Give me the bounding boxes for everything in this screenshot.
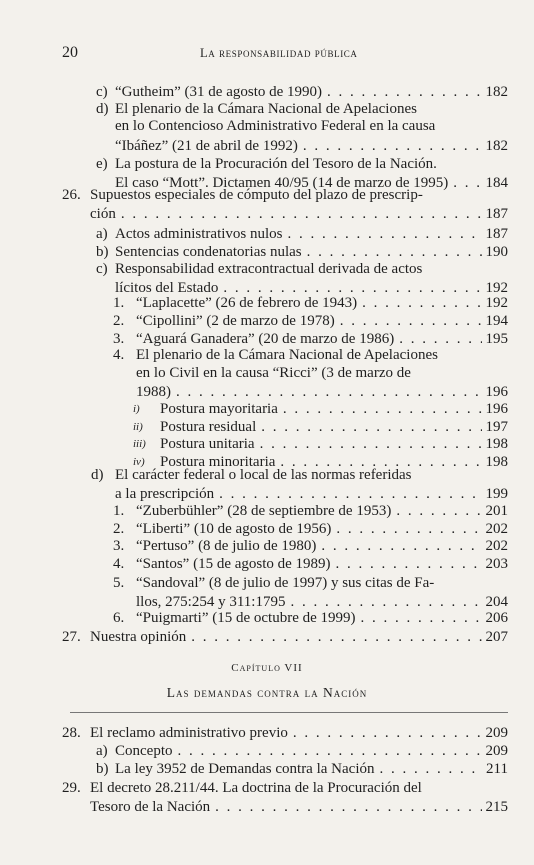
- entry-page-number: 201: [485, 503, 508, 519]
- entry-page-number: 198: [485, 454, 508, 470]
- dot-leader: [121, 205, 482, 223]
- entry-page-number: 211: [486, 761, 508, 777]
- dot-leader: [361, 609, 482, 627]
- entry-page-number: 209: [485, 725, 508, 741]
- dot-leader: [336, 555, 482, 573]
- entry-number: 6.: [113, 610, 125, 626]
- dot-leader: [288, 225, 482, 243]
- entry-title: “Cipollini” (2 de marzo de 1978): [136, 313, 335, 329]
- dot-leader: [261, 418, 481, 436]
- entry-title-line: [115, 760, 508, 778]
- entry-title-line: [90, 205, 508, 223]
- entry-title-line: [90, 724, 508, 742]
- entry-title-line: El decreto 28.211/44. La doctrina de la Procuración del: [90, 780, 422, 796]
- entry-page-number: 198: [485, 436, 508, 452]
- entry-page-number: 202: [485, 538, 508, 554]
- entry-title: “Puigmarti” (15 de octubre de 1999): [136, 610, 356, 626]
- entry-page-number: 206: [485, 610, 508, 626]
- entry-title: llos, 275:254 y 311:1795: [136, 594, 286, 610]
- entry-page-number: 190: [485, 244, 508, 260]
- entry-title-line: [136, 537, 508, 555]
- entry-title-line: [136, 294, 508, 312]
- entry-title-line: [160, 400, 508, 418]
- dot-leader: [379, 760, 482, 778]
- dot-leader: [396, 502, 481, 520]
- dot-leader: [219, 485, 481, 503]
- entry-title: “Ibáñez” (21 de abril de 1992): [115, 138, 298, 154]
- entry-title: “Zuberbühler” (28 de septiembre de 1953): [136, 503, 392, 519]
- entry-title: “Liberti” (10 de agosto de 1956): [136, 521, 332, 537]
- entry-number: iii): [133, 438, 146, 450]
- entry-title-line: [160, 418, 508, 436]
- entry-title-line: La postura de la Procuración del Tesoro de la Nación.: [115, 156, 437, 172]
- entry-title-line: [136, 520, 508, 538]
- entry-page-number: 196: [485, 401, 508, 417]
- entry-number: a): [96, 743, 108, 759]
- entry-page-number: 199: [485, 486, 508, 502]
- entry-page-number: 207: [485, 629, 508, 645]
- dot-leader: [176, 383, 482, 401]
- entry-page-number: 197: [485, 419, 508, 435]
- entry-title: Postura mayoritaria: [160, 401, 278, 417]
- entry-title: Nuestra opinión: [90, 629, 187, 645]
- entry-title-line: [115, 83, 508, 101]
- chapter-label: Capítulo VII: [231, 662, 303, 674]
- entry-number: ii): [133, 421, 143, 433]
- entry-number: b): [96, 761, 109, 777]
- entry-title: Actos administrativos nulos: [115, 226, 283, 242]
- entry-title: La ley 3952 de Demandas contra la Nación: [115, 761, 375, 777]
- dot-leader: [178, 742, 482, 760]
- entry-title-line: El carácter federal o local de las normas referidas: [115, 467, 412, 483]
- entry-number: c): [96, 261, 108, 277]
- dot-leader: [307, 243, 482, 261]
- entry-page-number: 187: [485, 226, 508, 242]
- chapter-rule: [70, 712, 508, 713]
- entry-number: 26.: [62, 187, 81, 203]
- entry-page-number: 204: [485, 594, 508, 610]
- entry-title: ción: [90, 206, 116, 222]
- entry-page-number: 209: [485, 743, 508, 759]
- dot-leader: [191, 628, 481, 646]
- dot-leader: [260, 435, 482, 453]
- page-number: 20: [62, 44, 78, 61]
- entry-number: 29.: [62, 780, 81, 796]
- entry-title: “Pertuso” (8 de julio de 1980): [136, 538, 317, 554]
- entry-number: iv): [133, 456, 145, 468]
- entry-page-number: 215: [485, 799, 508, 815]
- entry-page-number: 202: [485, 521, 508, 537]
- entry-title: Postura unitaria: [160, 436, 255, 452]
- entry-number: i): [133, 403, 140, 415]
- entry-title: “Aguará Ganadera” (20 de marzo de 1986): [136, 331, 395, 347]
- entry-title: Sentencias condenatorias nulas: [115, 244, 302, 260]
- entry-title-line: El plenario de la Cámara Nacional de Apelaciones: [136, 347, 438, 363]
- entry-title-line: [115, 742, 508, 760]
- entry-page-number: 182: [485, 84, 508, 100]
- entry-title-line: [115, 137, 508, 155]
- entry-title: Postura residual: [160, 419, 257, 435]
- entry-page-number: 187: [485, 206, 508, 222]
- entry-number: 2.: [113, 313, 125, 329]
- entry-number: 4.: [113, 556, 125, 572]
- entry-page-number: 192: [485, 295, 508, 311]
- entry-page-number: 182: [485, 138, 508, 154]
- entry-page-number: 192: [485, 280, 508, 296]
- entry-page-number: 196: [485, 384, 508, 400]
- entry-number: c): [96, 84, 108, 100]
- entry-title: a la prescripción: [115, 486, 215, 502]
- entry-title-line: [90, 798, 508, 816]
- entry-title-line: [90, 628, 508, 646]
- entry-title-line: Responsabilidad extracontractual derivada de actos: [115, 261, 423, 277]
- entry-title-line: [160, 435, 508, 453]
- entry-title: Postura minoritaria: [160, 454, 276, 470]
- entry-page-number: 194: [485, 313, 508, 329]
- dot-leader: [293, 724, 482, 742]
- entry-title-line: [136, 312, 508, 330]
- entry-page-number: 184: [485, 175, 508, 191]
- entry-title: Concepto: [115, 743, 173, 759]
- entry-title-line: El plenario de la Cámara Nacional de Apelaciones: [115, 101, 417, 117]
- dot-leader: [215, 798, 481, 816]
- entry-number: 28.: [62, 725, 81, 741]
- entry-number: 2.: [113, 521, 125, 537]
- running-title: La responsabilidad pública: [200, 46, 358, 60]
- dot-leader: [362, 294, 481, 312]
- entry-title: El reclamo administrativo previo: [90, 725, 288, 741]
- entry-number: a): [96, 226, 108, 242]
- dot-leader: [283, 400, 482, 418]
- dot-leader: [327, 83, 481, 101]
- dot-leader: [340, 312, 482, 330]
- entry-title-line: [136, 502, 508, 520]
- entry-number: d): [96, 101, 109, 117]
- entry-title: El caso “Mott”. Dictamen 40/95 (14 de marzo de 1995): [115, 175, 449, 191]
- entry-title: “Laplacette” (26 de febrero de 1943): [136, 295, 358, 311]
- entry-title-line: [115, 485, 508, 503]
- entry-title-line: [136, 609, 508, 627]
- entry-title: lícitos del Estado: [115, 280, 219, 296]
- entry-title-line: en lo Civil en la causa “Ricci” (3 de marzo de: [136, 365, 411, 381]
- entry-title-line: [115, 225, 508, 243]
- entry-number: 3.: [113, 331, 125, 347]
- entry-number: 1.: [113, 295, 125, 311]
- entry-title-line: [136, 555, 508, 573]
- entry-number: 27.: [62, 629, 81, 645]
- entry-number: 4.: [113, 347, 125, 363]
- entry-number: 3.: [113, 538, 125, 554]
- entry-title: “Santos” (15 de agosto de 1989): [136, 556, 331, 572]
- entry-page-number: 203: [485, 556, 508, 572]
- entry-title: 1988): [136, 384, 171, 400]
- entry-title: Tesoro de la Nación: [90, 799, 211, 815]
- entry-number: e): [96, 156, 108, 172]
- dot-leader: [336, 520, 481, 538]
- entry-page-number: 195: [485, 331, 508, 347]
- entry-title: “Gutheim” (31 de agosto de 1990): [115, 84, 323, 100]
- entry-title-line: en lo Contencioso Administrativo Federal en la causa: [115, 118, 436, 134]
- dot-leader: [453, 174, 481, 192]
- dot-leader: [303, 137, 482, 155]
- entry-title-line: [115, 243, 508, 261]
- chapter-title: Las demandas contra la Nación: [166, 685, 368, 700]
- entry-number: 1.: [113, 503, 125, 519]
- entry-title-line: [136, 383, 508, 401]
- entry-number: d): [91, 467, 104, 483]
- dot-leader: [321, 537, 481, 555]
- entry-title-line: “Sandoval” (8 de julio de 1997) y sus citas de Fa-: [136, 575, 435, 591]
- entry-number: b): [96, 244, 109, 260]
- entry-number: 5.: [113, 575, 125, 591]
- entry-title-line: Supuestos especiales de cómputo del plazo de prescrip-: [90, 187, 423, 203]
